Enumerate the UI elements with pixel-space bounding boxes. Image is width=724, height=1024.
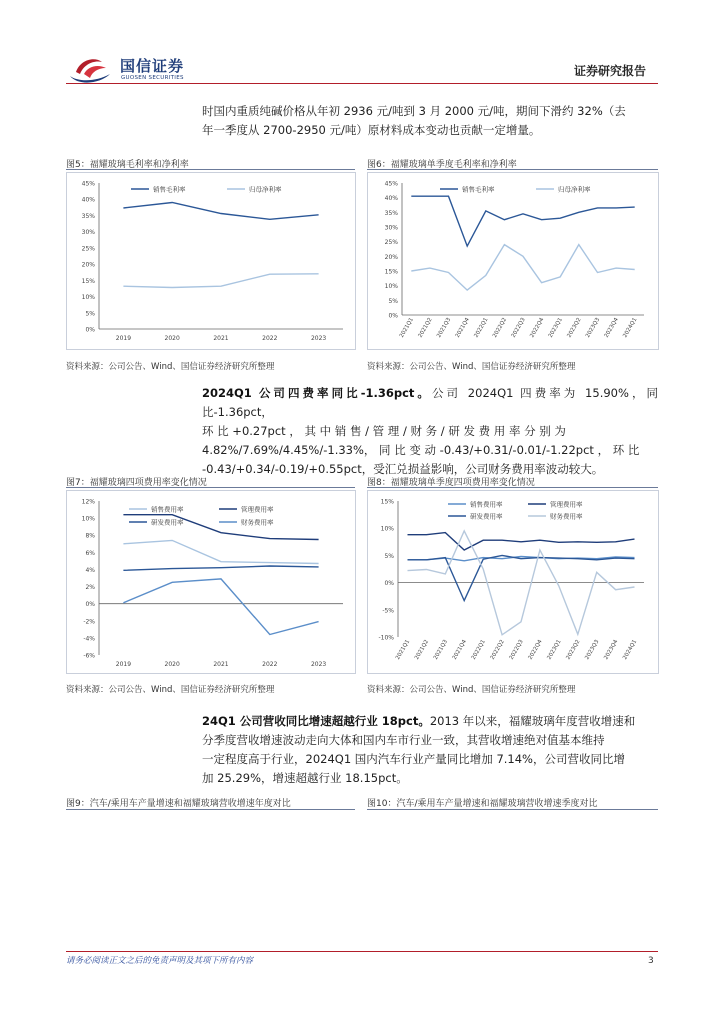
figure-7-rule [66,487,355,488]
series-line-1 [123,540,318,563]
figure-10-title: 图10：汽车/乘用车产量增速和福耀玻璃营收增速季度对比 [367,799,598,809]
figure-9-rule [66,809,355,810]
x-tick-label: 2023Q2 [565,639,582,661]
x-tick-label: 2021Q4 [454,317,471,339]
x-tick-label: 2021Q3 [432,639,450,661]
x-tick-label: 2022Q2 [489,639,506,661]
y-tick-label: 15% [384,268,398,276]
y-tick-label: 25% [384,239,398,247]
paragraph-1-line-2: 年一季度从 2700-2950 元/吨）原材料成本变动也贡献一定增量。 [202,123,541,137]
x-tick-label: 2022Q4 [529,317,546,339]
figure-6-source: 资料来源：公司公告、Wind、国信证券经济研究所整理 [367,362,576,372]
y-tick-label: -10% [378,634,394,642]
y-tick-label: 6% [85,549,95,557]
x-tick-label: 2024Q1 [622,317,639,339]
y-tick-label: 0% [388,312,398,320]
legend-label: 财务费用率 [550,512,583,521]
series-line-4 [123,579,318,635]
paragraph-1-line-1: 时国内重质纯碱价格从年初 2936 元/吨到 3 月 2000 元/吨，期间下滑约 32%（去 [202,104,626,118]
legend-label: 销售毛利率 [462,185,495,194]
x-tick-label: 2021Q2 [417,317,434,339]
y-tick-label: 2% [85,584,95,592]
paragraph-3 [202,712,658,788]
y-tick-label: 20% [384,253,398,261]
paragraph-3-line-1-text: 2013 年以来，福耀玻璃年度营收增速和 [429,714,636,728]
x-tick-label: 2022Q3 [508,639,525,661]
y-tick-label: 10% [384,283,398,291]
x-tick-label: 2022 [262,335,278,342]
series-line-3 [408,555,635,600]
y-tick-label: 30% [384,224,398,232]
figure-7-title: 图7：福耀玻璃四项费用率变化情况 [66,478,207,488]
y-tick-label: 0% [85,326,95,334]
figure-5-title: 图5：福耀玻璃毛利率和净利率 [66,160,189,170]
chart-fig7 [67,491,355,673]
paragraph-2 [202,384,658,479]
x-tick-label: 2023Q3 [584,639,601,661]
x-tick-label: 2022Q1 [473,317,490,339]
x-tick-label: 2021 [213,661,229,668]
legend-label: 管理费用率 [550,500,583,509]
y-tick-label: 35% [81,212,95,220]
series-line-2 [123,274,318,288]
y-tick-label: 10% [81,294,95,302]
y-tick-label: 5% [388,297,398,305]
x-tick-label: 2022Q3 [510,317,527,339]
y-tick-label: -5% [382,607,394,615]
paragraph-2-line-1 [202,384,658,422]
paragraph-2-line-1-text: 公司 2024Q1 四费率为 15.90%，同比-1.36pct， [202,386,659,419]
x-tick-label: 2023 [310,661,327,668]
x-tick-label: 2022 [262,661,278,668]
legend-label: 销售费用率 [470,500,503,509]
y-tick-label: 20% [81,261,95,269]
x-tick-label: 2021Q1 [395,639,412,661]
chart-fig5 [67,173,355,349]
y-tick-label: 40% [384,195,398,203]
series-line-1 [123,203,318,220]
paragraph-3-line-2: 分季度营收增速波动走向大体和国内车市行业一致，其营收增速绝对值基本维持 [202,733,605,747]
legend-label: 销售毛利率 [153,185,186,194]
y-tick-label: 15% [81,277,95,285]
x-tick-label: 2021Q1 [398,317,416,339]
x-tick-label: 2023Q1 [547,317,564,339]
y-tick-label: -4% [83,635,95,643]
chart-fig6 [368,173,658,349]
figure-9-title: 图9：汽车/乘用车产量增速和福耀玻璃营收增速年度对比 [66,799,291,809]
header-divider [66,83,658,84]
y-tick-label: 15% [380,498,394,506]
legend-label: 归母净利率 [558,185,591,194]
x-tick-label: 2019 [115,661,132,668]
x-tick-label: 2024Q1 [622,639,639,661]
legend-label: 财务费用率 [241,518,274,527]
x-tick-label: 2021Q2 [414,639,431,661]
series-line-2 [411,245,634,291]
y-tick-label: 10% [380,525,394,533]
x-tick-label: 2020 [164,335,180,342]
legend-label: 管理费用率 [241,505,274,514]
logo [66,52,216,86]
y-tick-label: 12% [81,498,95,506]
x-tick-label: 2022Q4 [527,639,544,661]
logo-en: GUOSEN SECURITIES [121,75,184,81]
figure-6-frame [367,172,659,350]
x-tick-label: 2022Q1 [470,639,487,661]
paragraph-2-line-3: 4.82%/7.69%/4.45%/-1.33%， 同 比 变 动 -0.43/+0.31/-0.01/-1.22pct ， 环 比 [202,443,640,457]
figure-5-frame [66,172,356,350]
figure-7-frame [66,490,356,674]
figure-8-rule [367,487,658,488]
x-tick-label: 2020 [164,661,180,668]
series-line-2 [408,533,635,550]
paragraph-2-line-4: -0.43/+0.34/-0.19/+0.55pct，受汇兑损益影响，公司财务费用率波动较大。 [202,462,604,476]
paragraph-2-lead: 2024Q1 公司四费率同比-1.36pct。 [202,386,432,400]
x-tick-label: 2023Q3 [585,317,602,339]
footer-disclaimer: 请务必阅读正文之后的免责声明及其项下所有内容 [66,956,254,966]
figure-8-source: 资料来源：公司公告、Wind、国信证券经济研究所整理 [367,685,576,695]
y-tick-label: 40% [81,196,95,204]
logo-cn: 国信证券 [120,57,185,75]
y-tick-label: 4% [85,566,95,574]
footer-divider [66,951,658,952]
y-tick-label: 45% [384,180,398,188]
x-tick-label: 2019 [115,335,132,342]
x-tick-label: 2023Q4 [603,639,620,661]
figure-5-rule [66,169,355,170]
figure-6-title: 图6：福耀玻璃单季度毛利率和净利率 [367,160,517,170]
y-tick-label: 8% [85,532,95,540]
x-tick-label: 2023Q2 [566,317,583,339]
figure-7-source: 资料来源：公司公告、Wind、国信证券经济研究所整理 [66,685,275,695]
y-tick-label: -2% [83,618,95,626]
figure-8-title: 图8：福耀玻璃单季度四项费用率变化情况 [367,478,535,488]
y-tick-label: 0% [85,601,95,609]
x-tick-label: 2021Q4 [451,639,468,661]
paragraph-3-line-4: 加 25.29%，增速超越行业 18.15pct。 [202,771,408,785]
page-number: 3 [648,956,654,966]
x-tick-label: 2021Q3 [436,317,453,339]
x-tick-label: 2022Q2 [492,317,509,339]
figure-10-rule [367,809,658,810]
legend-label: 归母净利率 [249,185,282,194]
x-tick-label: 2023Q1 [546,639,563,661]
paragraph-2-line-2: 环 比 +0.27pct ， 其 中 销 售 / 管 理 / 财 务 / 研 发 费 用 率 分 别 为 [202,424,566,438]
figure-5-source: 资料来源：公司公告、Wind、国信证券经济研究所整理 [66,362,275,372]
y-tick-label: 30% [81,229,95,237]
series-line-1 [411,196,634,246]
chart-fig8 [368,491,658,673]
x-tick-label: 2023Q4 [603,317,620,339]
header-title: 证券研究报告 [574,64,647,78]
y-tick-label: 0% [384,580,394,588]
figure-8-frame [367,490,659,674]
x-tick-label: 2023 [310,335,327,342]
series-line-3 [123,566,318,570]
legend-label: 销售费用率 [151,505,184,514]
logo-mark-icon [66,52,116,86]
legend-label: 研发费用率 [151,518,184,527]
y-tick-label: -6% [83,652,95,660]
paragraph-3-lead: 24Q1 公司营收同比增速超越行业 18pct。 [202,714,430,728]
paragraph-3-line-3: 一定程度高于行业，2024Q1 国内汽车行业产量同比增加 7.14%，公司营收同比增 [202,752,625,766]
y-tick-label: 5% [384,552,394,560]
y-tick-label: 5% [85,310,95,318]
y-tick-label: 10% [81,515,95,523]
x-tick-label: 2021 [213,335,229,342]
legend-label: 研发费用率 [470,512,503,521]
figure-6-rule [367,169,658,170]
y-tick-label: 25% [81,245,95,253]
paragraph-3-line-1 [202,712,658,731]
y-tick-label: 45% [81,180,95,188]
y-tick-label: 35% [384,209,398,217]
paragraph-1 [202,102,658,140]
